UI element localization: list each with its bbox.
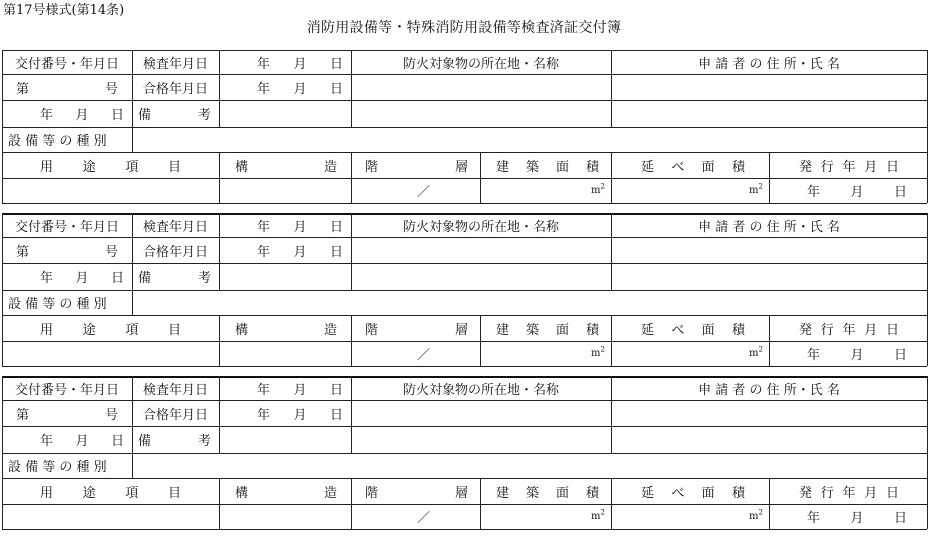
unit-m: $m^2$ bbox=[749, 508, 763, 522]
block-3-issue-number bbox=[2, 400, 132, 426]
block-3-pass-date-label: 合格年月日 bbox=[142, 407, 208, 423]
block-2-pass-date-value-char: 年 bbox=[257, 244, 271, 260]
block-2-issue-date-label bbox=[769, 315, 927, 341]
form-number: 第17号様式(第14条) bbox=[3, 3, 125, 18]
block-3-total-floor-area-unit bbox=[611, 504, 769, 529]
block-2-inspection-date-value bbox=[219, 213, 351, 237]
unit-m: $m^2$ bbox=[591, 182, 605, 196]
block-2-issue-number bbox=[2, 237, 132, 263]
block-3-building-area-label-char: 建 bbox=[496, 485, 510, 501]
dai-label: 第 bbox=[16, 81, 30, 97]
table-rule bbox=[2, 203, 927, 204]
block-1-issue-number bbox=[2, 74, 132, 100]
block-1-issue-date-label-char: 年 bbox=[842, 159, 856, 175]
block-1-total-floor-area-label-char: べ bbox=[671, 159, 685, 175]
block-1-remarks-label-char: 考 bbox=[197, 108, 211, 123]
block-1-structure-label-char: 造 bbox=[323, 159, 337, 175]
block-3-pass-date-value-char: 日 bbox=[329, 407, 343, 423]
block-2-issue-date-label-char: 年 bbox=[842, 322, 856, 338]
block-2-total-floor-area-label-char: べ bbox=[671, 322, 685, 338]
block-1-total-floor-area-label-char: 積 bbox=[731, 159, 745, 175]
block-2-remarks-label bbox=[132, 263, 219, 290]
block-2-total-floor-area-label bbox=[611, 315, 769, 341]
block-3-remarks-label bbox=[132, 426, 219, 453]
unit-m: $m^2$ bbox=[749, 182, 763, 196]
block-1-pass-date-label: 合格年月日 bbox=[142, 81, 208, 97]
block-2-building-area-label-char: 積 bbox=[585, 322, 599, 338]
block-1-issue-date-label-char: 月 bbox=[864, 159, 878, 175]
dai-label: 第 bbox=[16, 407, 30, 423]
document-title: 消防用設備等・特殊消防用設備等検査済証交付簿 bbox=[306, 20, 622, 36]
block-1-building-area-label-char: 面 bbox=[555, 159, 569, 175]
block-2-floors-label-char: 階 bbox=[365, 322, 379, 338]
block-3-use-item-label-char: 途 bbox=[82, 485, 96, 501]
block-2-issue-date-value-char: 月 bbox=[850, 348, 864, 363]
block-3-issue-date-value-char: 日 bbox=[110, 434, 124, 449]
block-1-pass-date-value-char: 月 bbox=[293, 81, 307, 97]
block-2-issue-date-value bbox=[769, 341, 927, 366]
block-2-pass-date-value-char: 月 bbox=[293, 244, 307, 260]
block-3-structure-label-char: 構 bbox=[235, 485, 249, 501]
block-3-use-item-label-char: 用 bbox=[40, 485, 54, 501]
block-1-location-name-label: 防火対象物の所在地・名称 bbox=[402, 56, 559, 72]
block-3-floor-slash: ／ bbox=[416, 511, 430, 526]
block-2-floors-label bbox=[351, 315, 480, 341]
block-1-applicant-label: 申 請 者 の 住 所・氏 名 bbox=[698, 56, 840, 72]
block-3-total-floor-area-label-char: 延 bbox=[641, 485, 655, 501]
block-2-building-area-label-char: 面 bbox=[555, 322, 569, 338]
block-2-floor-slash: ／ bbox=[416, 348, 430, 363]
block-2-total-floor-area-label-char: 延 bbox=[641, 322, 655, 338]
block-2-use-item-label-char: 目 bbox=[167, 322, 181, 338]
unit-sup: 2 bbox=[600, 508, 605, 517]
block-3-applicant-label: 申 請 者 の 住 所・氏 名 bbox=[698, 382, 840, 398]
block-3-building-area-label-char: 面 bbox=[555, 485, 569, 501]
block-2-issue-date-label-char: 日 bbox=[885, 322, 899, 338]
block-2-inspection-date-label: 検査年月日 bbox=[142, 219, 208, 235]
block-2-pass-date-value-char: 日 bbox=[329, 244, 343, 260]
block-3-inspection-date-value bbox=[219, 376, 351, 400]
block-1-building-area-label-char: 築 bbox=[525, 159, 539, 175]
block-2-use-item-label bbox=[2, 315, 219, 341]
block-3-issue-date-label-char: 日 bbox=[885, 485, 899, 501]
block-1-building-area-unit bbox=[480, 178, 611, 203]
unit-sup: 2 bbox=[758, 508, 763, 517]
block-2-issue-no-date-label: 交付番号・年月日 bbox=[14, 219, 119, 235]
block-1-issue-date-value-char: 月 bbox=[75, 108, 89, 123]
block-3-issue-date-label-char: 発 bbox=[799, 485, 813, 501]
dai-label: 第 bbox=[16, 244, 30, 260]
block-1-issue-date-value-char: 日 bbox=[110, 108, 124, 123]
block-1-pass-date-value bbox=[219, 74, 351, 100]
block-3-inspection-date-value-char: 日 bbox=[329, 382, 343, 398]
block-1-use-item-label bbox=[2, 152, 219, 178]
block-3-total-floor-area-label bbox=[611, 478, 769, 504]
block-1-pass-date-value-char: 日 bbox=[329, 81, 343, 97]
block-1-issue-date-label-char: 日 bbox=[885, 159, 899, 175]
block-1-inspection-date-label: 検査年月日 bbox=[142, 56, 208, 72]
block-1-total-floor-area-label-char: 延 bbox=[641, 159, 655, 175]
block-2-inspection-date-value-char: 月 bbox=[293, 219, 307, 235]
block-1-inspection-date-value bbox=[219, 50, 351, 74]
block-2-issue-date-label-char: 月 bbox=[864, 322, 878, 338]
block-1-floors-label bbox=[351, 152, 480, 178]
block-1-floors-label-char: 層 bbox=[454, 159, 468, 175]
block-3-issue-date-value-char: 日 bbox=[893, 511, 907, 526]
block-3-use-item-label-char: 項 bbox=[125, 485, 139, 501]
block-2-use-item-label-char: 項 bbox=[125, 322, 139, 338]
block-3-issue-date-value-char: 月 bbox=[75, 434, 89, 449]
block-3-building-area-label-char: 築 bbox=[525, 485, 539, 501]
block-1-issue-date-value-char: 月 bbox=[850, 185, 864, 200]
block-2-building-area-label-char: 建 bbox=[496, 322, 510, 338]
block-2-structure-label bbox=[219, 315, 351, 341]
block-2-use-item-label-char: 途 bbox=[82, 322, 96, 338]
block-3-equipment-type-label: 設 備 等 の 種 別 bbox=[8, 460, 107, 475]
block-3-building-area-unit bbox=[480, 504, 611, 529]
block-3-pass-date-value-char: 月 bbox=[293, 407, 307, 423]
block-2-inspection-date-value-char: 日 bbox=[329, 219, 343, 235]
block-1-pass-date-value-char: 年 bbox=[257, 81, 271, 97]
block-3-use-item-label bbox=[2, 478, 219, 504]
block-1-inspection-date-value-char: 日 bbox=[329, 56, 343, 72]
block-3-total-floor-area-label-char: 積 bbox=[731, 485, 745, 501]
block-2-total-floor-area-label-char: 積 bbox=[731, 322, 745, 338]
block-2-structure-label-char: 構 bbox=[235, 322, 249, 338]
block-3-remarks-label-char: 考 bbox=[197, 434, 211, 449]
block-2-issue-date-value-char: 日 bbox=[893, 348, 907, 363]
block-1-use-item-label-char: 目 bbox=[167, 159, 181, 175]
block-2-structure-label-char: 造 bbox=[323, 322, 337, 338]
block-2-inspection-date-value-char: 年 bbox=[257, 219, 271, 235]
block-1-building-area-label-char: 建 bbox=[496, 159, 510, 175]
register-table bbox=[2, 50, 927, 537]
block-1-remarks-label bbox=[132, 100, 219, 127]
block-3-issue-date-value-char: 年 bbox=[40, 434, 54, 449]
block-3-issue-date-value bbox=[2, 426, 132, 453]
block-3-issue-date-value-char: 年 bbox=[807, 511, 821, 526]
block-3-floors-label-char: 層 bbox=[454, 485, 468, 501]
gou-label: 号 bbox=[104, 407, 118, 423]
block-3-building-area-label bbox=[480, 478, 611, 504]
block-2-building-area-label-char: 築 bbox=[525, 322, 539, 338]
block-3-location-name-label: 防火対象物の所在地・名称 bbox=[402, 382, 559, 398]
block-3-structure-label bbox=[219, 478, 351, 504]
block-3-issue-date-label bbox=[769, 478, 927, 504]
block-3-total-floor-area-label-char: 面 bbox=[701, 485, 715, 501]
block-3-pass-date-value bbox=[219, 400, 351, 426]
block-1-issue-date-value bbox=[769, 178, 927, 203]
block-2-issue-date-label-char: 発 bbox=[799, 322, 813, 338]
block-1-issue-no-date-label: 交付番号・年月日 bbox=[14, 56, 119, 72]
unit-sup: 2 bbox=[758, 182, 763, 191]
block-2-issue-date-value-char: 日 bbox=[110, 271, 124, 286]
unit-sup: 2 bbox=[600, 182, 605, 191]
block-1-inspection-date-value-char: 月 bbox=[293, 56, 307, 72]
block-1-remarks-label-char: 備 bbox=[138, 108, 152, 123]
block-1-equipment-type-label: 設 備 等 の 種 別 bbox=[8, 134, 107, 149]
block-1-floor-slash: ／ bbox=[416, 185, 430, 200]
block-2-pass-date-value bbox=[219, 237, 351, 263]
block-3-total-floor-area-label-char: べ bbox=[671, 485, 685, 501]
block-3-issue-date-label-char: 行 bbox=[820, 485, 834, 501]
block-1-use-item-label-char: 項 bbox=[125, 159, 139, 175]
block-1-issue-date-value bbox=[2, 100, 132, 127]
block-1-issue-date-value-char: 年 bbox=[807, 185, 821, 200]
block-1-total-floor-area-label bbox=[611, 152, 769, 178]
block-1-structure-label bbox=[219, 152, 351, 178]
block-2-floors-label-char: 層 bbox=[454, 322, 468, 338]
table-rule bbox=[132, 127, 133, 152]
block-2-total-floor-area-label-char: 面 bbox=[701, 322, 715, 338]
unit-sup: 2 bbox=[600, 345, 605, 354]
block-2-building-area-unit bbox=[480, 341, 611, 366]
block-2-applicant-label: 申 請 者 の 住 所・氏 名 bbox=[698, 219, 840, 235]
block-2-remarks-label-char: 考 bbox=[197, 271, 211, 286]
block-2-issue-date-label-char: 行 bbox=[820, 322, 834, 338]
block-1-use-item-label-char: 用 bbox=[40, 159, 54, 175]
block-2-issue-date-value-char: 年 bbox=[40, 271, 54, 286]
block-3-use-item-label-char: 目 bbox=[167, 485, 181, 501]
block-3-issue-date-value bbox=[769, 504, 927, 529]
unit-sup: 2 bbox=[758, 345, 763, 354]
gou-label: 号 bbox=[104, 81, 118, 97]
block-1-building-area-label bbox=[480, 152, 611, 178]
block-3-pass-date-value-char: 年 bbox=[257, 407, 271, 423]
block-1-use-item-label-char: 途 bbox=[82, 159, 96, 175]
block-2-issue-date-value-char: 年 bbox=[807, 348, 821, 363]
block-3-floors-label bbox=[351, 478, 480, 504]
block-1-building-area-label-char: 積 bbox=[585, 159, 599, 175]
block-1-issue-date-label bbox=[769, 152, 927, 178]
block-3-inspection-date-label: 検査年月日 bbox=[142, 382, 208, 398]
unit-m: $m^2$ bbox=[591, 508, 605, 522]
block-2-pass-date-label: 合格年月日 bbox=[142, 244, 208, 260]
block-3-issue-no-date-label: 交付番号・年月日 bbox=[14, 382, 119, 398]
block-2-use-item-label-char: 用 bbox=[40, 322, 54, 338]
block-2-remarks-label-char: 備 bbox=[138, 271, 152, 286]
block-3-issue-date-label-char: 月 bbox=[864, 485, 878, 501]
block-1-issue-date-value-char: 年 bbox=[40, 108, 54, 123]
block-1-issue-date-label-char: 行 bbox=[820, 159, 834, 175]
block-3-inspection-date-value-char: 月 bbox=[293, 382, 307, 398]
block-2-location-name-label: 防火対象物の所在地・名称 bbox=[402, 219, 559, 235]
table-rule bbox=[2, 127, 927, 128]
block-1-inspection-date-value-char: 年 bbox=[257, 56, 271, 72]
block-2-building-area-label bbox=[480, 315, 611, 341]
block-2-issue-date-value-char: 月 bbox=[75, 271, 89, 286]
block-1-issue-date-label-char: 発 bbox=[799, 159, 813, 175]
table-rule bbox=[2, 366, 927, 367]
block-1-total-floor-area-unit bbox=[611, 178, 769, 203]
block-1-total-floor-area-label-char: 面 bbox=[701, 159, 715, 175]
table-rule bbox=[2, 453, 927, 454]
unit-m: $m^2$ bbox=[749, 345, 763, 359]
table-rule bbox=[132, 453, 133, 478]
block-3-issue-date-value-char: 月 bbox=[850, 511, 864, 526]
table-rule bbox=[2, 529, 927, 530]
block-1-issue-date-value-char: 日 bbox=[893, 185, 907, 200]
block-3-inspection-date-value-char: 年 bbox=[257, 382, 271, 398]
table-rule bbox=[2, 290, 927, 291]
block-3-floors-label-char: 階 bbox=[365, 485, 379, 501]
block-1-floors-label-char: 階 bbox=[365, 159, 379, 175]
unit-m: $m^2$ bbox=[591, 345, 605, 359]
block-3-structure-label-char: 造 bbox=[323, 485, 337, 501]
block-3-remarks-label-char: 備 bbox=[138, 434, 152, 449]
block-2-equipment-type-label: 設 備 等 の 種 別 bbox=[8, 297, 107, 312]
table-rule bbox=[132, 290, 133, 315]
block-1-structure-label-char: 構 bbox=[235, 159, 249, 175]
block-2-issue-date-value bbox=[2, 263, 132, 290]
block-3-building-area-label-char: 積 bbox=[585, 485, 599, 501]
block-2-total-floor-area-unit bbox=[611, 341, 769, 366]
gou-label: 号 bbox=[104, 244, 118, 260]
block-3-issue-date-label-char: 年 bbox=[842, 485, 856, 501]
